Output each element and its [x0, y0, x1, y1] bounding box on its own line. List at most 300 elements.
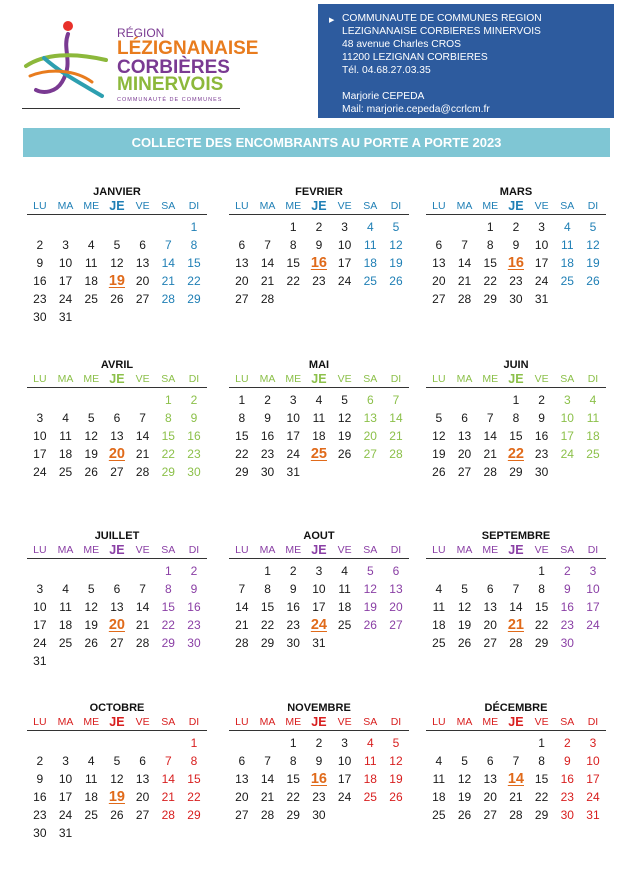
- empty-cell: [503, 562, 529, 580]
- month-juin: [426, 358, 606, 481]
- day-cell: 29: [235, 465, 249, 479]
- day-cell: 18: [432, 790, 446, 804]
- day-cell: 21: [260, 790, 275, 804]
- day-cell: 26: [84, 636, 98, 650]
- day-cell: 23: [187, 618, 201, 632]
- weekday-lu: LU: [33, 716, 47, 728]
- empty-cell: [78, 308, 104, 326]
- day-cell: 5: [113, 754, 121, 768]
- month-title: SEPTEMBRE: [481, 530, 551, 542]
- day-cell: 1: [238, 393, 246, 407]
- day-cell: 7: [392, 393, 400, 407]
- empty-cell: [53, 734, 79, 752]
- day-cell: 21: [235, 618, 249, 632]
- weekday-ma: MA: [259, 373, 276, 385]
- day-cell: 23: [312, 274, 326, 288]
- day-cell: 9: [563, 754, 571, 768]
- weekday-di: DI: [390, 373, 402, 385]
- day-cell: 27: [389, 618, 403, 632]
- day-cell: 12: [586, 238, 600, 252]
- pickup-day: 24: [310, 617, 327, 633]
- day-cell: 9: [315, 238, 323, 252]
- day-cell: 12: [363, 582, 377, 596]
- day-cell: 19: [389, 256, 403, 270]
- day-cell: 28: [260, 292, 275, 306]
- day-cell: 3: [341, 220, 348, 234]
- empty-cell: [332, 463, 358, 481]
- day-cell: 15: [235, 429, 249, 443]
- day-cell: 12: [389, 754, 403, 768]
- contact-email[interactable]: Mail: marjorie.cepeda@ccrlcm.fr: [342, 104, 490, 115]
- day-cell: 24: [586, 618, 600, 632]
- week-row: [426, 290, 606, 308]
- day-cell: 23: [33, 292, 47, 306]
- empty-cell: [130, 218, 156, 236]
- weekday-header: [27, 199, 207, 214]
- empty-cell: [155, 824, 181, 842]
- day-cell: 2: [538, 393, 545, 407]
- weekday-ma: MA: [259, 544, 276, 556]
- day-cell: 24: [286, 447, 300, 461]
- day-cell: 8: [238, 411, 246, 425]
- pickup-day: 16: [507, 255, 524, 271]
- day-cell: 10: [33, 429, 47, 443]
- month-fevrier: [229, 185, 409, 308]
- month-novembre: [229, 701, 409, 824]
- week-row: [426, 463, 606, 481]
- day-cell: 30: [33, 826, 47, 840]
- day-cell: 21: [457, 274, 472, 288]
- day-cell: 21: [483, 447, 497, 461]
- day-cell: 4: [315, 393, 323, 407]
- day-cell: 6: [486, 582, 494, 596]
- empty-cell: [383, 634, 409, 652]
- day-cell: 10: [586, 754, 600, 768]
- day-cell: 5: [341, 393, 348, 407]
- day-cell: 1: [190, 220, 198, 234]
- day-cell: 1: [264, 564, 271, 578]
- day-cell: 26: [432, 465, 446, 479]
- week-row: [229, 463, 409, 481]
- day-cell: 30: [286, 636, 300, 650]
- weekday-ma: MA: [456, 200, 473, 212]
- day-cell: 5: [392, 220, 400, 234]
- weekday-di: DI: [188, 716, 200, 728]
- weekday-me: ME: [83, 200, 100, 212]
- day-cell: 4: [435, 582, 443, 596]
- day-cell: 19: [337, 429, 352, 443]
- day-cell: 14: [161, 772, 175, 786]
- empty-cell: [306, 290, 332, 308]
- weekday-di: DI: [188, 373, 200, 385]
- weekday-lu: LU: [235, 716, 249, 728]
- weekday-header: [27, 715, 207, 730]
- day-cell: 10: [337, 238, 352, 252]
- day-cell: 14: [260, 256, 275, 270]
- day-cell: 4: [62, 411, 69, 425]
- weekday-je: JE: [311, 543, 327, 557]
- empty-cell: [78, 824, 104, 842]
- day-cell: 30: [560, 636, 574, 650]
- week-row: [426, 616, 606, 634]
- month-title: MAI: [308, 359, 330, 371]
- day-cell: 27: [110, 636, 124, 650]
- month-title: MARS: [499, 186, 533, 198]
- month-divider: [229, 558, 409, 559]
- day-cell: 11: [432, 772, 446, 786]
- day-cell: 7: [164, 754, 172, 768]
- day-cell: 9: [36, 256, 44, 270]
- month-juillet: [27, 529, 207, 670]
- day-cell: 4: [435, 754, 443, 768]
- weekday-header: [426, 715, 606, 730]
- day-cell: 8: [190, 754, 198, 768]
- day-cell: 7: [512, 582, 520, 596]
- weekday-header: [426, 543, 606, 558]
- pickup-day: 20: [108, 446, 125, 462]
- weekday-ve: VE: [135, 200, 150, 212]
- day-cell: 28: [161, 808, 175, 822]
- day-cell: 23: [509, 274, 523, 288]
- day-cell: 4: [589, 393, 597, 407]
- day-cell: 24: [337, 274, 352, 288]
- weekday-header: [229, 199, 409, 214]
- empty-cell: [332, 634, 358, 652]
- empty-cell: [332, 806, 358, 824]
- day-cell: 13: [432, 256, 446, 270]
- weekday-header: [229, 372, 409, 387]
- day-cell: 19: [84, 447, 98, 461]
- day-cell: 9: [264, 411, 271, 425]
- weekday-di: DI: [587, 200, 599, 212]
- empty-cell: [78, 218, 104, 236]
- week-row: [426, 806, 606, 824]
- logo-text-lezignanaise: LÉZIGNANAISE: [117, 38, 259, 59]
- day-cell: 26: [389, 274, 403, 288]
- week-row: [27, 788, 207, 806]
- day-cell: 3: [289, 393, 297, 407]
- weekday-je: JE: [109, 715, 125, 729]
- day-cell: 6: [366, 393, 374, 407]
- week-row: [229, 788, 409, 806]
- weekday-sa: SA: [560, 544, 575, 556]
- day-cell: 16: [260, 429, 275, 443]
- day-cell: 20: [135, 274, 150, 288]
- day-cell: 7: [486, 411, 494, 425]
- month-title: NOVEMBRE: [287, 702, 351, 714]
- day-cell: 18: [58, 447, 73, 461]
- day-cell: 14: [483, 429, 497, 443]
- day-cell: 26: [457, 636, 472, 650]
- weekday-ma: MA: [57, 200, 74, 212]
- day-cell: 17: [560, 429, 574, 443]
- day-cell: 17: [58, 790, 73, 804]
- week-row: [27, 734, 207, 752]
- day-cell: 22: [235, 447, 249, 461]
- empty-cell: [357, 290, 383, 308]
- pickup-day: 22: [507, 446, 524, 462]
- weekday-ma: MA: [456, 716, 473, 728]
- day-cell: 16: [534, 429, 549, 443]
- week-row: [426, 752, 606, 770]
- day-cell: 12: [337, 411, 352, 425]
- week-row: [27, 272, 207, 290]
- empty-cell: [452, 391, 478, 409]
- weekday-header: [27, 372, 207, 387]
- day-cell: 15: [509, 429, 523, 443]
- week-row: [426, 634, 606, 652]
- day-cell: 7: [238, 582, 246, 596]
- day-cell: 31: [58, 826, 73, 840]
- month-septembre: [426, 529, 606, 652]
- pickup-day: 19: [108, 789, 125, 805]
- day-cell: 28: [483, 465, 497, 479]
- day-cell: 22: [260, 618, 275, 632]
- day-cell: 28: [135, 465, 150, 479]
- day-cell: 9: [190, 411, 198, 425]
- day-cell: 8: [164, 582, 172, 596]
- day-cell: 27: [110, 465, 124, 479]
- day-cell: 16: [33, 790, 47, 804]
- pickup-day: 21: [507, 617, 524, 633]
- weekday-me: ME: [83, 373, 100, 385]
- day-cell: 24: [33, 636, 47, 650]
- weekday-lu: LU: [432, 373, 446, 385]
- contact-city: 11200 LEZIGNAN CORBIERES: [342, 52, 488, 63]
- month-divider: [27, 730, 207, 731]
- day-cell: 29: [509, 465, 523, 479]
- day-cell: 8: [190, 238, 198, 252]
- day-cell: 11: [586, 411, 600, 425]
- day-cell: 30: [260, 465, 275, 479]
- weekday-ma: MA: [57, 716, 74, 728]
- day-cell: 11: [312, 411, 326, 425]
- contact-line: COMMUNAUTE DE COMMUNES REGION: [342, 13, 542, 24]
- day-cell: 29: [161, 636, 175, 650]
- day-cell: 19: [363, 600, 377, 614]
- day-cell: 22: [286, 274, 300, 288]
- week-row: [27, 218, 207, 236]
- day-cell: 1: [190, 736, 198, 750]
- week-row: [229, 634, 409, 652]
- day-cell: 3: [538, 220, 545, 234]
- day-cell: 31: [58, 310, 73, 324]
- weekday-lu: LU: [33, 544, 47, 556]
- day-cell: 12: [110, 772, 124, 786]
- day-cell: 13: [363, 411, 377, 425]
- empty-cell: [357, 463, 383, 481]
- day-cell: 27: [432, 292, 446, 306]
- weekday-header: [229, 715, 409, 730]
- day-cell: 8: [538, 754, 545, 768]
- empty-cell: [53, 218, 79, 236]
- day-cell: 18: [363, 256, 377, 270]
- day-cell: 18: [58, 618, 73, 632]
- day-cell: 13: [135, 772, 150, 786]
- day-cell: 30: [509, 292, 523, 306]
- day-cell: 23: [560, 618, 574, 632]
- day-cell: 26: [337, 447, 352, 461]
- day-cell: 14: [161, 256, 175, 270]
- day-cell: 26: [110, 808, 124, 822]
- empty-cell: [104, 824, 130, 842]
- weekday-je: JE: [311, 372, 327, 386]
- month-divider: [229, 730, 409, 731]
- day-cell: 14: [135, 429, 150, 443]
- week-row: [426, 562, 606, 580]
- pickup-day: 14: [507, 771, 524, 787]
- week-row: [27, 616, 207, 634]
- weekday-je: JE: [109, 372, 125, 386]
- day-cell: 11: [84, 256, 98, 270]
- day-cell: 30: [560, 808, 574, 822]
- weekday-me: ME: [482, 716, 499, 728]
- day-cell: 19: [84, 618, 98, 632]
- day-cell: 11: [364, 238, 377, 252]
- empty-cell: [580, 290, 606, 308]
- day-cell: 3: [315, 564, 323, 578]
- weekday-ve: VE: [534, 200, 549, 212]
- day-cell: 4: [87, 754, 95, 768]
- day-cell: 22: [187, 274, 201, 288]
- day-cell: 1: [289, 220, 297, 234]
- day-cell: 26: [110, 292, 124, 306]
- month-divider: [27, 558, 207, 559]
- weekday-ve: VE: [135, 716, 150, 728]
- weekday-di: DI: [390, 544, 402, 556]
- day-cell: 4: [563, 220, 571, 234]
- day-cell: 23: [312, 790, 326, 804]
- day-cell: 18: [312, 429, 326, 443]
- day-cell: 27: [235, 292, 249, 306]
- empty-cell: [181, 824, 207, 842]
- day-cell: 21: [161, 790, 175, 804]
- month-divider: [229, 387, 409, 388]
- weekday-ve: VE: [534, 544, 549, 556]
- empty-cell: [255, 218, 281, 236]
- day-cell: 22: [483, 274, 497, 288]
- weekday-header: [27, 543, 207, 558]
- week-row: [426, 445, 606, 463]
- day-cell: 21: [389, 429, 403, 443]
- day-cell: 26: [457, 808, 472, 822]
- day-cell: 15: [534, 600, 549, 614]
- empty-cell: [255, 734, 281, 752]
- day-cell: 15: [286, 256, 300, 270]
- day-cell: 2: [563, 564, 571, 578]
- empty-cell: [78, 652, 104, 670]
- pickup-day: 16: [310, 771, 327, 787]
- month-divider: [229, 214, 409, 215]
- day-cell: 18: [432, 618, 446, 632]
- day-cell: 22: [286, 790, 300, 804]
- contact-line: LEZIGNANAISE CORBIERES MINERVOIS: [342, 26, 541, 37]
- day-cell: 11: [561, 238, 574, 252]
- day-cell: 10: [312, 582, 326, 596]
- day-cell: 29: [483, 292, 497, 306]
- day-cell: 24: [337, 790, 352, 804]
- day-cell: 17: [33, 618, 47, 632]
- day-cell: 25: [560, 274, 574, 288]
- weekday-je: JE: [508, 543, 524, 557]
- weekday-me: ME: [285, 373, 302, 385]
- weekday-lu: LU: [33, 373, 47, 385]
- day-cell: 7: [512, 754, 520, 768]
- weekday-lu: LU: [235, 373, 249, 385]
- empty-cell: [130, 734, 156, 752]
- day-cell: 1: [164, 564, 172, 578]
- day-cell: 1: [289, 736, 297, 750]
- day-cell: 29: [534, 808, 549, 822]
- day-cell: 6: [139, 238, 146, 252]
- pickup-day: 20: [108, 617, 125, 633]
- day-cell: 14: [457, 256, 472, 270]
- day-cell: 22: [534, 618, 549, 632]
- week-row: [27, 562, 207, 580]
- day-cell: 30: [312, 808, 326, 822]
- day-cell: 27: [483, 636, 497, 650]
- month-aout: [229, 529, 409, 652]
- week-row: [229, 752, 409, 770]
- day-cell: 12: [389, 238, 403, 252]
- empty-cell: [426, 562, 452, 580]
- week-row: [27, 634, 207, 652]
- weekday-sa: SA: [363, 544, 378, 556]
- week-row: [426, 734, 606, 752]
- day-cell: 8: [289, 754, 297, 768]
- day-cell: 7: [264, 238, 271, 252]
- day-cell: 27: [235, 808, 249, 822]
- day-cell: 22: [161, 618, 175, 632]
- logo-text-communaute: COMMUNAUTÉ DE COMMUNES: [117, 97, 223, 103]
- empty-cell: [104, 562, 130, 580]
- day-cell: 23: [260, 447, 275, 461]
- weekday-di: DI: [188, 544, 200, 556]
- month-title: AVRIL: [100, 359, 134, 371]
- day-cell: 2: [36, 238, 44, 252]
- week-row: [426, 788, 606, 806]
- day-cell: 20: [235, 790, 249, 804]
- weekday-lu: LU: [432, 716, 446, 728]
- day-cell: 14: [260, 772, 275, 786]
- day-cell: 17: [312, 600, 326, 614]
- month-title: OCTOBRE: [89, 702, 145, 714]
- weekday-je: JE: [311, 199, 327, 213]
- day-cell: 12: [110, 256, 124, 270]
- empty-cell: [27, 562, 53, 580]
- weekday-header: [229, 543, 409, 558]
- day-cell: 27: [135, 292, 150, 306]
- day-cell: 21: [135, 618, 150, 632]
- weekday-lu: LU: [432, 200, 446, 212]
- empty-cell: [383, 806, 409, 824]
- day-cell: 4: [366, 736, 374, 750]
- day-cell: 5: [113, 238, 121, 252]
- day-cell: 28: [389, 447, 403, 461]
- day-cell: 19: [457, 790, 472, 804]
- day-cell: 15: [534, 772, 549, 786]
- empty-cell: [554, 290, 580, 308]
- weekday-di: DI: [587, 544, 599, 556]
- contact-address: 48 avenue Charles CROS: [342, 39, 462, 50]
- day-cell: 30: [33, 310, 47, 324]
- day-cell: 19: [457, 618, 472, 632]
- weekday-sa: SA: [161, 200, 176, 212]
- day-cell: 19: [586, 256, 600, 270]
- weekday-sa: SA: [161, 716, 176, 728]
- day-cell: 2: [315, 736, 323, 750]
- empty-cell: [383, 463, 409, 481]
